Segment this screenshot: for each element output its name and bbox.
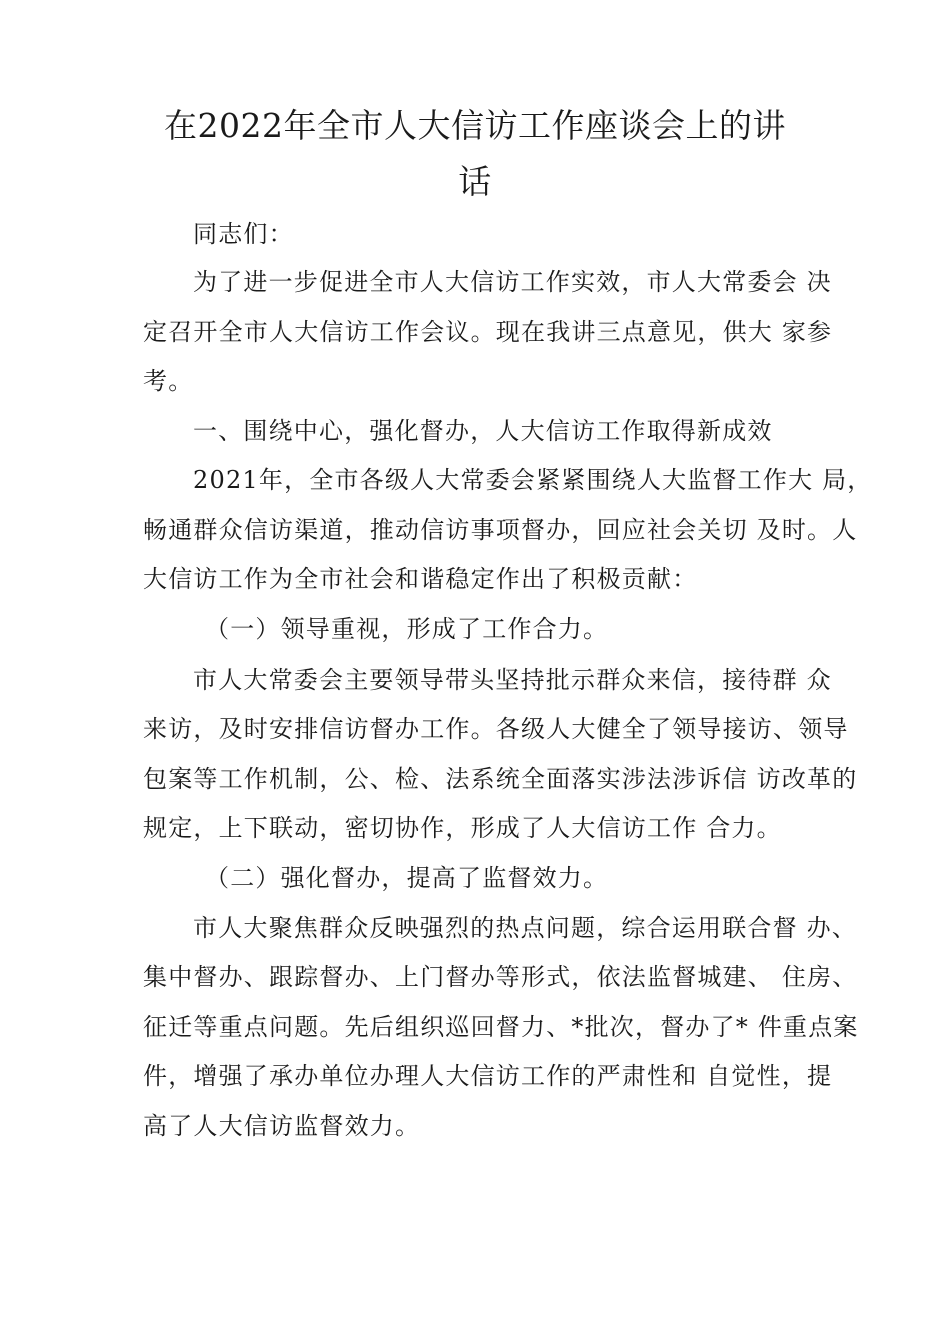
body-line: 为了进一步促进全市人大信访工作实效，市人大常委会 决: [193, 268, 832, 296]
body-line: 2021年，全市各级人大常委会紧紧围绕人大监督工作大 局，: [193, 466, 873, 494]
body-line: 畅通群众信访渠道，推动信访事项督办，回应社会关切 及时。人: [143, 516, 858, 544]
subsection-heading: （一）领导重视，形成了工作合力。: [205, 615, 609, 643]
title-line-2: 话: [458, 162, 492, 201]
body-line: 市人大聚焦群众反映强烈的热点问题，综合运用联合督 办、: [193, 914, 858, 942]
body-line: 征迁等重点问题。先后组织巡回督力、*批次，督办了* 件重点案: [143, 1013, 859, 1041]
body-line: 来访，及时安排信访督办工作。各级人大健全了领导接访、领导: [143, 715, 849, 743]
body-line: 高了人大信访监督效力。: [143, 1112, 421, 1140]
body-line: 大信访工作为全市社会和谐稳定作出了积极贡献：: [143, 565, 698, 593]
body-line: 件，增强了承办单位办理人大信访工作的严肃性和 自觉性，提: [143, 1062, 833, 1090]
document-title: [120, 98, 830, 210]
section-heading: 一、围绕中心，强化督办，人大信访工作取得新成效: [193, 417, 773, 445]
body-line: 市人大常委会主要领导带头坚持批示群众来信，接待群 众: [193, 666, 832, 694]
body-line: 考。: [143, 367, 194, 395]
body-line: 集中督办、跟踪督办、上门督办等形式，依法监督城建、 住房、: [143, 963, 858, 991]
subsection-heading: （二）强化督办，提高了监督效力。: [205, 864, 609, 892]
body-line: 规定，上下联动，密切协作，形成了人大信访工作 合力。: [143, 814, 782, 842]
salutation: 同志们：: [193, 220, 294, 248]
title-line-1: 在2022年全市人大信访工作座谈会上的讲: [164, 106, 786, 145]
body-line: 包案等工作机制，公、检、法系统全面落实涉法涉诉信 访改革的: [143, 765, 858, 793]
body-line: 定召开全市人大信访工作会议。现在我讲三点意见，供大 家参: [143, 318, 833, 346]
